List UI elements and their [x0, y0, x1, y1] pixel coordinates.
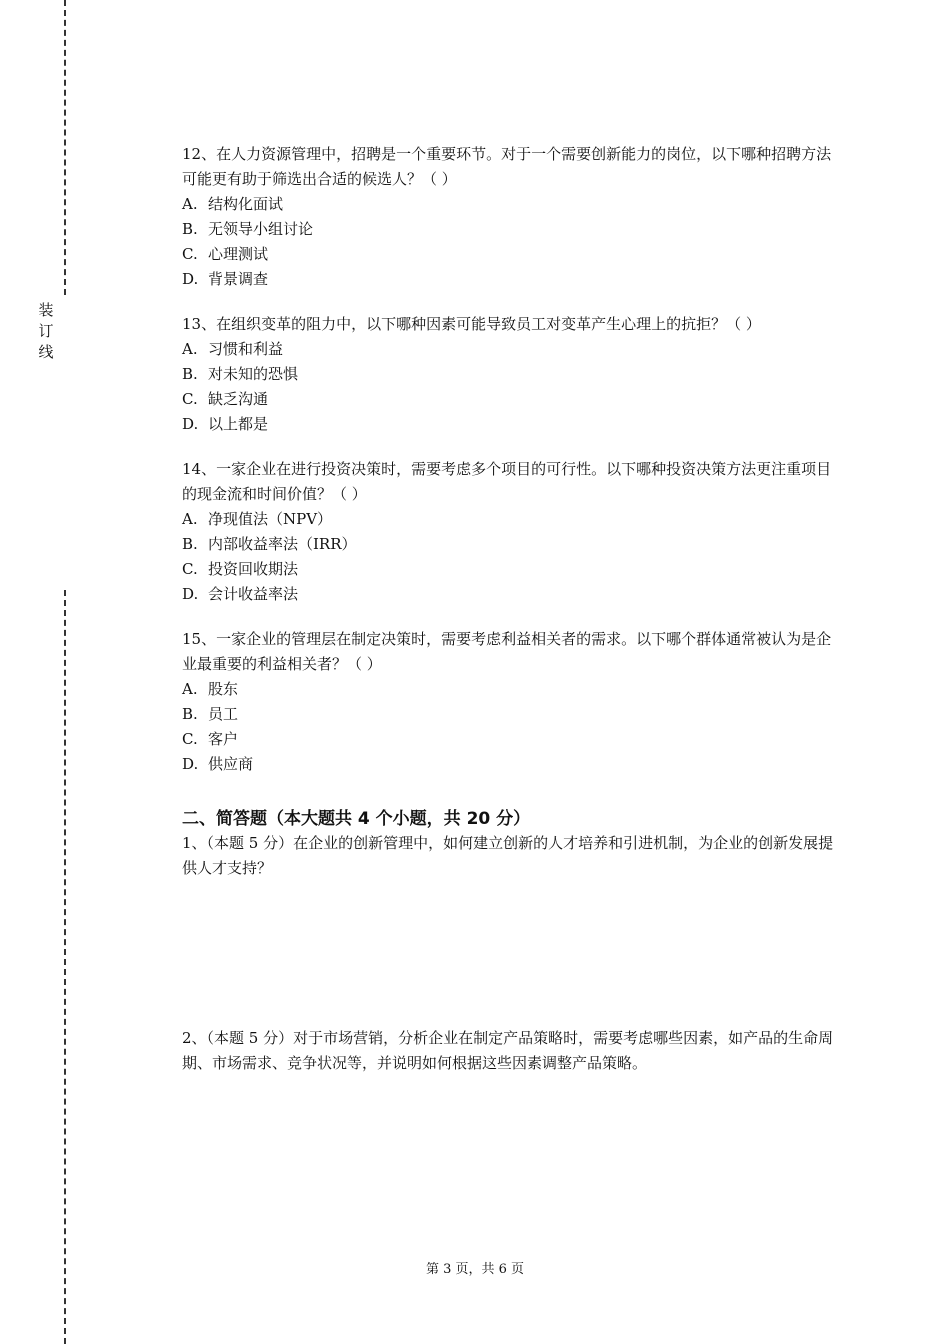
- exam-content: [182, 142, 842, 1076]
- option-c: C. 投资回收期法: [182, 560, 299, 578]
- essay-question-1: 1、（本题 5 分）在企业的创新管理中，如何建立创新的人才培养和引进机制，为企业的创新发展提供人才支持？: [182, 834, 834, 877]
- option-a: A. 结构化面试: [182, 195, 284, 213]
- page-number: 第 3 页，共 6 页: [425, 1262, 525, 1277]
- option-a: A. 净现值法（NPV）: [182, 510, 333, 528]
- question-stem: 13、在组织变革的阻力中，以下哪种因素可能导致员工对变革产生心理上的抗拒？（ ）: [182, 315, 761, 333]
- binding-label: 装 订 线: [38, 301, 54, 361]
- option-d: D. 背景调查: [182, 270, 269, 288]
- question-13: [182, 312, 842, 437]
- option-b: B. 无领导小组讨论: [182, 220, 314, 238]
- option-c: C. 心理测试: [182, 245, 269, 263]
- question-stem: 15、一家企业的管理层在制定决策时，需要考虑利益相关者的需求。以下哪个群体通常被认为是企业最重要的利益相关者？（ ）: [182, 630, 832, 673]
- option-b: B. 对未知的恐惧: [182, 365, 299, 383]
- binding-line-bottom: [64, 590, 66, 1344]
- answer-space: [182, 881, 842, 1026]
- question-15: [182, 627, 842, 777]
- option-c: C. 缺乏沟通: [182, 390, 269, 408]
- option-a: A. 股东: [182, 680, 239, 698]
- binding-line-top: [64, 0, 66, 295]
- question-stem: 12、在人力资源管理中，招聘是一个重要环节。对于一个需要创新能力的岗位，以下哪种招聘方法可能更有助于筛选出合适的候选人？（ ）: [182, 145, 832, 188]
- option-a: A. 习惯和利益: [182, 340, 284, 358]
- essay-question-2: 2、（本题 5 分）对于市场营销，分析企业在制定产品策略时，需要考虑哪些因素，如产品的生命周期、市场需求、竞争状况等，并说明如何根据这些因素调整产品策略。: [182, 1029, 834, 1072]
- option-b: B. 内部收益率法（IRR）: [182, 535, 357, 553]
- option-d: D. 会计收益率法: [182, 585, 299, 603]
- question-stem: 14、一家企业在进行投资决策时，需要考虑多个项目的可行性。以下哪种投资决策方法更注重项目的现金流和时间价值？（ ）: [182, 460, 832, 503]
- question-14: [182, 457, 842, 607]
- option-d: D. 以上都是: [182, 415, 269, 433]
- option-d: D. 供应商: [182, 755, 254, 773]
- section-title: 二、简答题（本大题共 4 个小题，共 20 分）: [182, 809, 531, 829]
- option-b: B. 员工: [182, 705, 239, 723]
- question-12: [182, 142, 842, 292]
- option-c: C. 客户: [182, 730, 239, 748]
